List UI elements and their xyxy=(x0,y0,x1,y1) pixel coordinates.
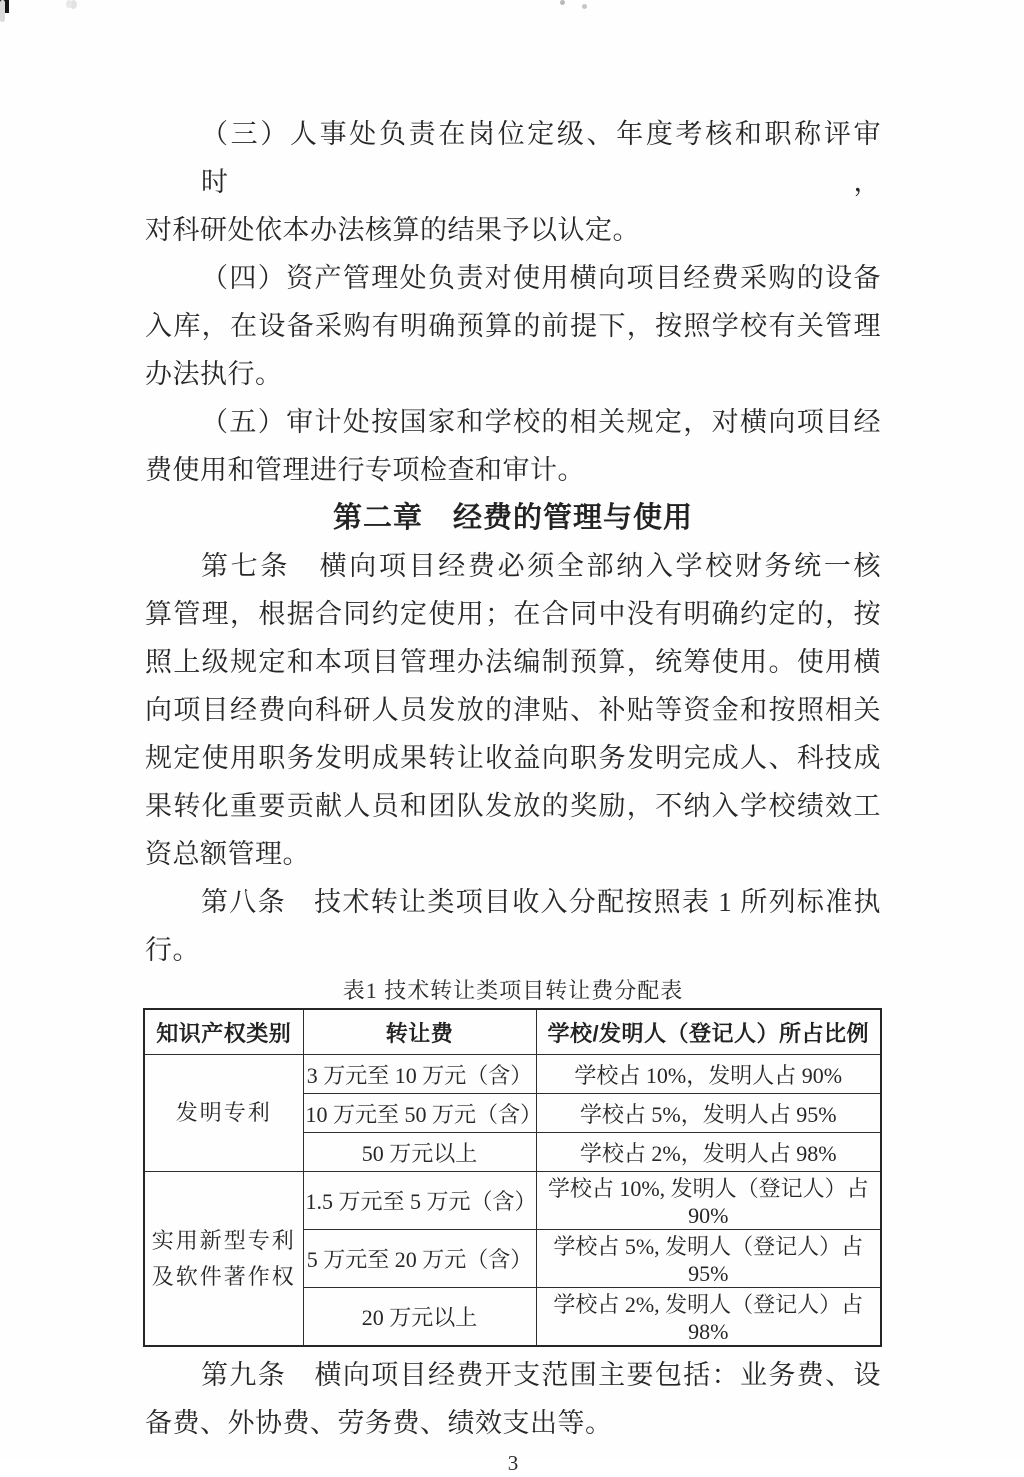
text-line: 入库，在设备采购有明确预算的前提下，按照学校有关管理 xyxy=(145,311,881,341)
paragraph-article-9 xyxy=(145,1351,881,1447)
chapter-heading: 第二章 经费的管理与使用 xyxy=(332,502,693,534)
ratio-cell: 学校占 10%, 发明人（登记人）占 90% xyxy=(536,1172,881,1230)
fee-cell: 20 万元以上 xyxy=(303,1288,536,1347)
fee-cell: 10 万元至 50 万元（含） xyxy=(303,1094,536,1133)
text-line: 对科研处依本办法核算的结果予以认定。 xyxy=(145,215,640,245)
scan-artifact xyxy=(0,0,5,22)
text-line: 第八条 技术转让类项目收入分配按照表 1 所列标准执 xyxy=(201,887,881,917)
text-line: （三）人事处负责在岗位定级、年度考核和职称评审时， xyxy=(201,119,881,197)
scan-artifact xyxy=(66,0,72,8)
text-line: 费使用和管理进行专项检查和审计。 xyxy=(145,455,585,485)
page-number: 3 xyxy=(507,1451,519,1475)
text-line: 办法执行。 xyxy=(145,359,283,389)
table-header-row xyxy=(144,1009,881,1055)
paragraph-article-7 xyxy=(145,542,881,878)
text-line: 备费、外协费、劳务费、绩效支出等。 xyxy=(145,1408,613,1438)
document-content xyxy=(145,110,881,1477)
text-line: （五）审计处按国家和学校的相关规定，对横向项目经 xyxy=(201,407,881,437)
text-line: 向项目经费向科研人员发放的津贴、补贴等资金和按照相关 xyxy=(145,695,881,725)
scan-artifact xyxy=(70,0,77,9)
text-line: 算管理，根据合同约定使用；在合同中没有明确约定的，按 xyxy=(145,599,881,629)
paragraph-item-4 xyxy=(145,254,881,398)
table-row xyxy=(144,1172,881,1230)
table-row xyxy=(144,1055,881,1094)
paragraph-item-5 xyxy=(145,398,881,494)
ratio-cell: 学校占 5%，发明人占 95% xyxy=(536,1094,881,1133)
category-cell-utility-model: 实用新型专利及软件著作权 xyxy=(144,1172,303,1347)
text-line: 第七条 横向项目经费必须全部纳入学校财务统一核 xyxy=(201,551,881,581)
scan-artifact xyxy=(560,0,565,5)
category-cell-invention-patent: 发明专利 xyxy=(144,1055,303,1172)
text-line: （四）资产管理处负责对使用横向项目经费采购的设备 xyxy=(201,263,881,293)
text-line: 照上级规定和本项目管理办法编制预算，统筹使用。使用横 xyxy=(145,647,881,677)
column-header-ip-category: 知识产权类别 xyxy=(144,1009,303,1055)
text-line: 果转化重要贡献人员和团队发放的奖励，不纳入学校绩效工 xyxy=(145,791,881,821)
paragraph-article-8 xyxy=(145,878,881,974)
ratio-cell: 学校占 2%，发明人占 98% xyxy=(536,1133,881,1172)
column-header-ratio: 学校/发明人（登记人）所占比例 xyxy=(536,1009,881,1055)
table-caption: 表1 技术转让类项目转让费分配表 xyxy=(342,978,684,1003)
ratio-cell: 学校占 2%, 发明人（登记人）占 98% xyxy=(536,1288,881,1347)
scan-artifact xyxy=(0,0,9,13)
text-line: 第九条 横向项目经费开支范围主要包括：业务费、设 xyxy=(201,1360,881,1390)
ratio-cell: 学校占 5%, 发明人（登记人）占 95% xyxy=(536,1230,881,1288)
fee-cell: 50 万元以上 xyxy=(303,1133,536,1172)
paragraph-item-3 xyxy=(145,110,881,254)
text-line: 行。 xyxy=(145,935,200,965)
text-line: 规定使用职务发明成果转让收益向职务发明完成人、科技成 xyxy=(145,743,881,773)
ratio-cell: 学校占 10%，发明人占 90% xyxy=(536,1055,881,1094)
text-line: 资总额管理。 xyxy=(145,839,310,869)
transfer-fee-allocation-table xyxy=(143,1008,882,1347)
column-header-transfer-fee: 转让费 xyxy=(303,1009,536,1055)
fee-cell: 1.5 万元至 5 万元（含） xyxy=(303,1172,536,1230)
fee-cell: 3 万元至 10 万元（含） xyxy=(303,1055,536,1094)
fee-cell: 5 万元至 20 万元（含） xyxy=(303,1230,536,1288)
